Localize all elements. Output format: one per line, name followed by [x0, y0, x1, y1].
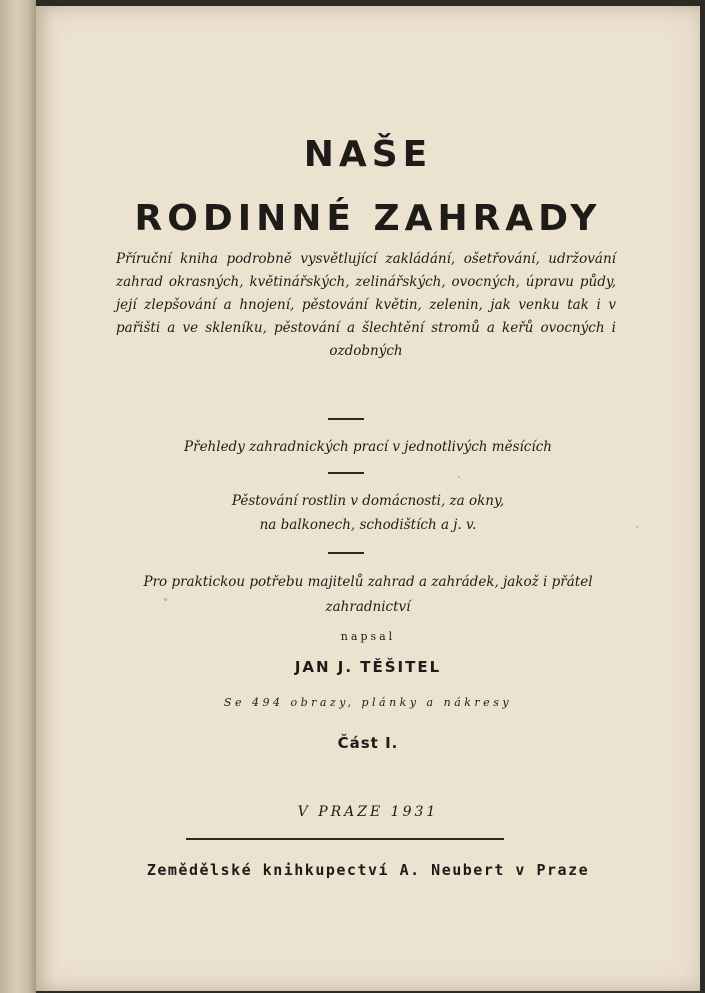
publisher-name: Zemědělské knihkupectví A. Neubert v Praze	[146, 861, 590, 879]
illustrations-note: Se 494 obrazy, plánky a nákresy	[223, 696, 513, 709]
divider-2	[328, 472, 364, 474]
author-name: JAN J. TĚŠITEL	[294, 658, 442, 676]
audience-line-1: Pro praktickou potřebu majitelů zahrad a zahrádek, jakož i přátel	[143, 574, 593, 590]
title-line-2: RODINNÉ ZAHRADY	[134, 198, 602, 239]
title-page	[36, 6, 700, 991]
place-and-year: V PRAZE 1931	[297, 804, 439, 820]
audience-line-2: zahradnictví	[325, 599, 411, 615]
book-spine	[0, 0, 36, 993]
paper-speck	[636, 526, 638, 528]
divider-1	[328, 418, 364, 420]
publisher-divider	[186, 838, 504, 840]
divider-3	[328, 552, 364, 554]
paper-speck	[164, 598, 167, 601]
indoor-plants-line-1: Pěstování rostlin v domácnosti, za okny,	[231, 493, 505, 509]
indoor-plants-line-2: na balkonech, schodištích a j. v.	[259, 517, 477, 533]
monthly-overview-text: Přehledy zahradnických prací v jednotlivých měsících	[184, 439, 552, 455]
paper-speck	[458, 476, 460, 478]
byline-label: napsal	[340, 630, 396, 643]
volume-part: Část I.	[337, 734, 399, 752]
subtitle-description: Příruční kniha podrobně vysvětlující zakládání, ošetřování, udržování zahrad okrasných, květinářských, zelinářských, ovocných, úpravu půdy, její zlepšování a hnojení, pěstování květin, zelenin, jak venku tak i v pařišti a ve skleníku, pěstování a šlechtění stromů a keřů ovocných i ozdobných	[116, 251, 616, 359]
title-line-1: NAŠE	[303, 134, 433, 175]
